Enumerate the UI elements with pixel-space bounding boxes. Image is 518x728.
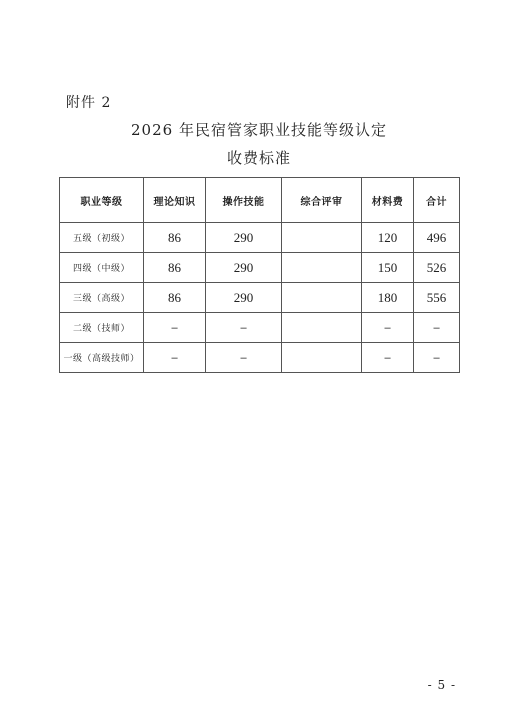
- header-total: 合计: [414, 178, 460, 223]
- theory-cell: 86: [144, 253, 206, 283]
- skills-cell: 290: [206, 253, 282, 283]
- document-subtitle: 收费标准: [226, 149, 291, 167]
- table-row: [60, 283, 460, 313]
- theory-cell: –: [144, 343, 206, 373]
- document-title: 2026 年民宿管家职业技能等级认定: [131, 121, 387, 139]
- table-header-row: [60, 178, 460, 223]
- skills-cell: –: [206, 313, 282, 343]
- level-cell: 一级（高级技师）: [60, 343, 144, 373]
- total-cell: 526: [414, 253, 460, 283]
- review-cell: [282, 223, 362, 253]
- review-cell: [282, 343, 362, 373]
- skills-cell: 290: [206, 283, 282, 313]
- theory-cell: 86: [144, 223, 206, 253]
- skills-cell: 290: [206, 223, 282, 253]
- skills-cell: –: [206, 343, 282, 373]
- attachment-label: 附件 2: [66, 95, 112, 111]
- materials-cell: 180: [362, 283, 414, 313]
- header-skills: 操作技能: [206, 178, 282, 223]
- level-cell: 二级（技师）: [60, 313, 144, 343]
- level-cell: 四级（中级）: [60, 253, 144, 283]
- materials-cell: –: [362, 343, 414, 373]
- total-cell: –: [414, 343, 460, 373]
- header-materials: 材料费: [362, 178, 414, 223]
- level-cell: 三级（高级）: [60, 283, 144, 313]
- materials-cell: –: [362, 313, 414, 343]
- total-cell: –: [414, 313, 460, 343]
- header-theory: 理论知识: [144, 178, 206, 223]
- theory-cell: 86: [144, 283, 206, 313]
- table-row: [60, 343, 460, 373]
- page-number: - 5 -: [427, 678, 456, 692]
- total-cell: 496: [414, 223, 460, 253]
- materials-cell: 120: [362, 223, 414, 253]
- review-cell: [282, 313, 362, 343]
- fee-table: [59, 177, 460, 373]
- level-cell: 五级（初级）: [60, 223, 144, 253]
- table-row: [60, 223, 460, 253]
- review-cell: [282, 253, 362, 283]
- table-row: [60, 253, 460, 283]
- review-cell: [282, 283, 362, 313]
- table-row: [60, 313, 460, 343]
- total-cell: 556: [414, 283, 460, 313]
- header-review: 综合评审: [282, 178, 362, 223]
- header-level: 职业等级: [60, 178, 144, 223]
- theory-cell: –: [144, 313, 206, 343]
- materials-cell: 150: [362, 253, 414, 283]
